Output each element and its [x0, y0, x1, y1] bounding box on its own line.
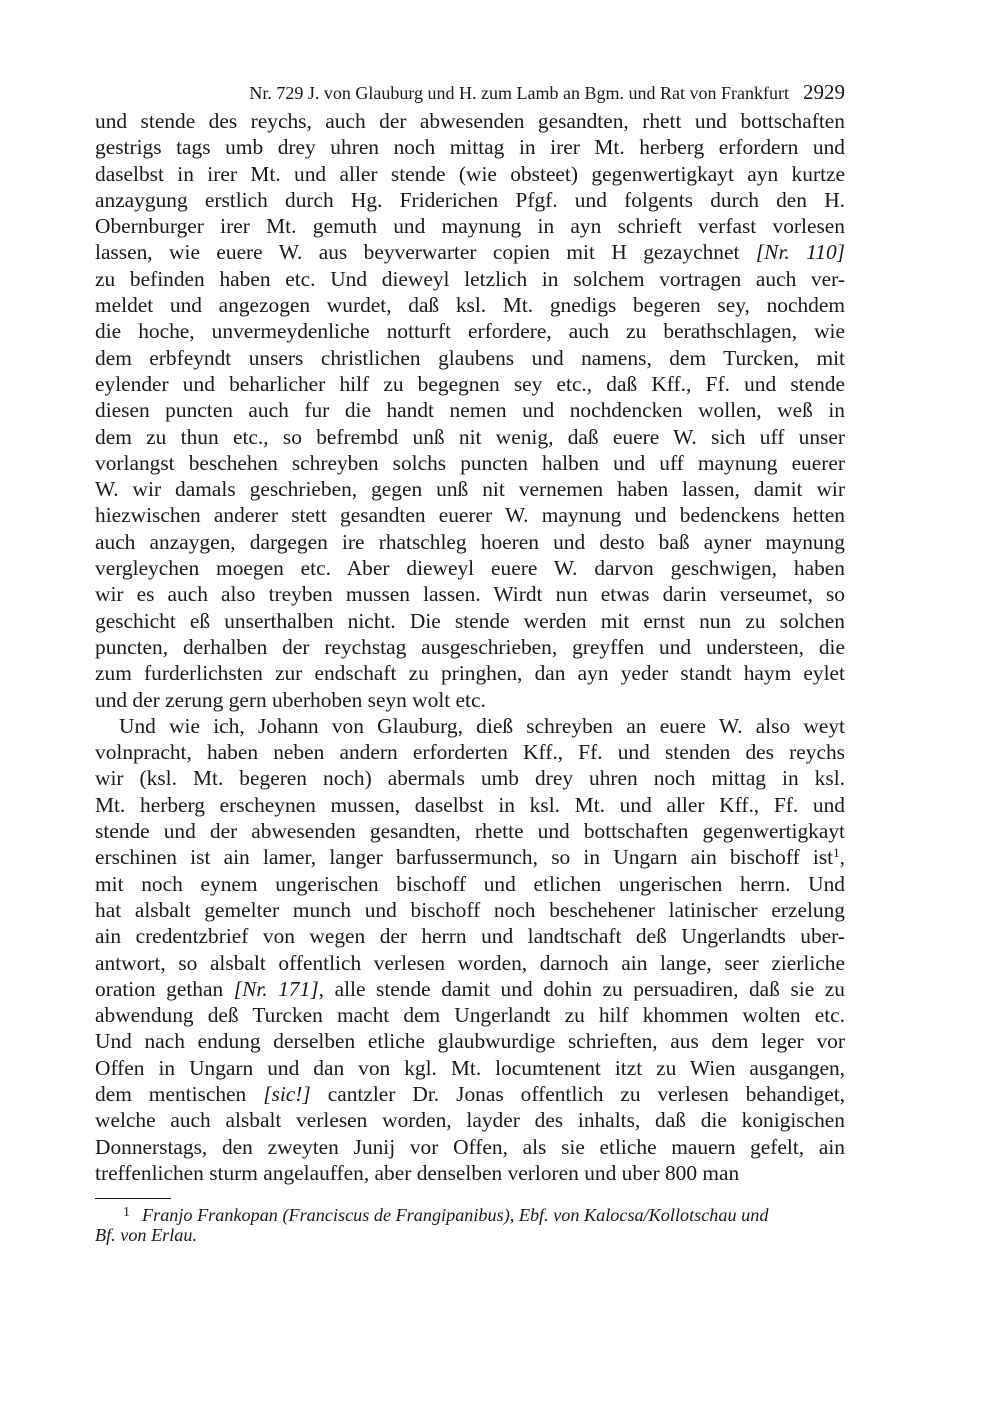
text-line: [95, 739, 845, 765]
text-run: antwort, so alsbalt offentlich verlesen worden, darnoch ain lange, seer zierliche: [95, 950, 845, 975]
footnote-divider: [95, 1198, 171, 1199]
text-run: dem erbfeyndt unsers christlichen glaubens und namens, dem Turcken, mit: [95, 345, 845, 370]
text-run: Obernburger irer Mt. gemuth und maynung in ayn schrieft verfast vorlesen: [95, 214, 845, 239]
text-run: hiezwischen anderer stett gesandten euerer W. maynung und bedenckens hetten: [95, 503, 845, 528]
text-line: [95, 660, 845, 686]
text-run: , alle stende damit und dohin zu persuadiren, daß sie zu: [318, 976, 845, 1001]
editorial-reference: [sic!]: [263, 1081, 311, 1106]
text-run: cantzler Dr. Jonas offentlich zu verlesen behandiget,: [310, 1081, 845, 1106]
text-run: meldet und angezogen wurdet, daß ksl. Mt. gnedigs begeren sey, nochdem: [95, 293, 845, 318]
text-run: stende und der abwesenden gesandten, rhette und bottschaften gegenwertigkayt: [95, 819, 845, 844]
text-line: [95, 687, 845, 713]
text-run: erschinen ist ain lamer, langer barfussermunch, so in Ungarn ain bischoff ist: [95, 845, 834, 870]
text-line: [95, 529, 845, 555]
text-line: [95, 213, 845, 239]
page-number: 2929: [803, 80, 845, 104]
text-line: [95, 1081, 845, 1107]
text-line: [95, 1055, 845, 1081]
text-run: dem mentischen: [95, 1081, 264, 1106]
text-line: [95, 345, 845, 371]
text-run: zu befinden haben etc. Und dieweyl letzlich in solchem vortragen auch ver-: [95, 266, 845, 291]
text-line: [95, 424, 845, 450]
text-line: [95, 108, 845, 134]
text-line: [95, 1160, 845, 1186]
text-run: mit noch eynem ungerischen bischoff und etlichen ungerischen herrn. Und: [95, 871, 845, 896]
text-run: und stende des reychs, auch der abwesenden gesandten, rhett und bottschaften: [95, 109, 845, 133]
text-line: [95, 634, 845, 660]
text-run: geschicht eß unserthalben nicht. Die stende werden mit ernst nun zu solchen: [95, 608, 845, 633]
running-title: Nr. 729 J. von Glauburg und H. zum Lamb an Bgm. und Rat von Frankfurt: [249, 83, 789, 103]
editorial-reference: [Nr. 110]: [755, 240, 845, 265]
text-line: [95, 239, 845, 265]
text-line: [95, 318, 845, 344]
text-run: diesen puncten auch fur die handt nemen und nochdencken wollen, weß in: [95, 398, 845, 423]
text-line: [95, 871, 845, 897]
text-line: [95, 1002, 845, 1028]
paragraph-1: [95, 108, 845, 713]
text-run: welche auch alsbalt verlesen worden, layder des inhalts, daß die konigischen: [95, 1108, 845, 1133]
text-line: [95, 266, 845, 292]
footnote-marker: 1: [833, 845, 840, 861]
text-run: puncten, derhalben der reychstag ausgeschrieben, greyffen und understeen, die: [95, 634, 845, 659]
text-run: Und wie ich, Johann von Glauburg, dieß schreyben an euere W. also weyt: [119, 713, 845, 738]
text-line: [95, 502, 845, 528]
document-page: [95, 78, 845, 1245]
paragraph-2: [95, 713, 845, 1186]
text-line: [95, 608, 845, 634]
text-line: [95, 976, 845, 1002]
text-run: abwendung deß Turcken macht dem Ungerlandt zu hilf khommen wolten etc.: [95, 1003, 845, 1028]
text-line: [95, 1028, 845, 1054]
text-line: [95, 134, 845, 160]
text-run: vorlangst beschehen schreyben solchs puncten halben und uff maynung euerer: [95, 450, 845, 475]
text-run: hat alsbalt gemelter munch und bischoff noch beschehener latinischer erzelung: [95, 897, 845, 922]
text-run: Und nach endung derselben etliche glaubwurdige schrieften, aus dem leger vor: [95, 1029, 845, 1054]
text-run: W. wir damals geschrieben, gegen unß nit vernemen haben lassen, damit wir: [95, 477, 845, 502]
text-line: [95, 844, 845, 870]
footnote-text-1: Franjo Frankopan (Franciscus de Frangipanibus), Ebf. von Kalocsa/Kollotschau und: [142, 1205, 769, 1226]
text-line: [95, 581, 845, 607]
text-line: [95, 765, 845, 791]
running-head: [95, 78, 845, 106]
text-line: [95, 476, 845, 502]
text-run: die hoche, unvermeydenliche notturft erfordere, auch zu berathschlagen, wie: [95, 319, 845, 344]
text-run: lassen, wie euere W. aus beyverwarter copien mit H gezaychnet: [95, 240, 756, 265]
footnote-number: 1: [123, 1205, 130, 1221]
footnote-text-2: Bf. von Erlau.: [95, 1225, 198, 1246]
text-run: ain credentzbrief von wegen der herrn und landtschaft deß Ungerlandts uber-: [95, 924, 845, 949]
text-line: [95, 713, 845, 739]
text-line: [95, 1134, 845, 1160]
text-run: wir (ksl. Mt. begeren noch) abermals umb drey uhren noch mittag in ksl.: [95, 766, 845, 791]
text-line: [95, 792, 845, 818]
text-line: [95, 950, 845, 976]
text-line: [95, 187, 845, 213]
text-line: [95, 161, 845, 187]
text-run: und der zerung gern uberhoben seyn wolt etc.: [95, 687, 486, 712]
text-line: [95, 397, 845, 423]
text-run: wir es auch also treyben mussen lassen. Wirdt nun etwas darin verseumet, so: [95, 582, 845, 607]
text-run: Donnerstags, den zweyten Junij vor Offen, als sie etliche mauern gefelt, ain: [95, 1134, 845, 1159]
text-run: zum furderlichsten zur endschaft zu pringhen, dan ayn yeder standt haym eylet: [95, 661, 845, 686]
text-line: [95, 1107, 845, 1133]
text-line: [95, 292, 845, 318]
text-run: anzaygung erstlich durch Hg. Friderichen Pfgf. und folgents durch den H.: [95, 187, 845, 212]
main-text: [95, 108, 845, 1186]
text-run: ,: [839, 845, 845, 870]
text-run: oration gethan: [95, 976, 234, 1001]
text-run: Mt. herberg erscheynen mussen, daselbst in ksl. Mt. und aller Kff., Ff. und: [95, 792, 845, 817]
text-run: auch anzaygen, dargegen ire rhatschleg hoeren und desto baß ayner maynung: [95, 529, 845, 554]
text-run: vergleychen moegen etc. Aber dieweyl euere W. darvon geschwigen, haben: [95, 556, 845, 581]
text-run: daselbst in irer Mt. und aller stende (wie obsteet) gegenwertigkayt ayn kurtze: [95, 161, 845, 186]
text-run: treffenlichen sturm angelauffen, aber denselben verloren und uber 800 man: [95, 1160, 740, 1185]
text-line: [95, 371, 845, 397]
text-line: [95, 555, 845, 581]
text-run: volnpracht, haben neben andern erforderten Kff., Ff. und stenden des reychs: [95, 740, 845, 765]
text-line: [95, 923, 845, 949]
footnote-line-1: [95, 1203, 845, 1225]
text-run: dem zu thun etc., so befrembd unß nit wenig, daß euere W. sich uff unser: [95, 424, 845, 449]
text-line: [95, 897, 845, 923]
text-run: gestrigs tags umb drey uhren noch mittag in irer Mt. herberg erfordern und: [95, 135, 845, 160]
footnote-line-2: [95, 1225, 845, 1245]
footnote-1: [95, 1203, 845, 1245]
editorial-reference: [Nr. 171]: [233, 976, 319, 1001]
text-run: eylender und beharlicher hilf zu begegnen sey etc., daß Kff., Ff. und stende: [95, 371, 845, 396]
text-line: [95, 818, 845, 844]
text-run: Offen in Ungarn und dan von kgl. Mt. locumtenent itzt zu Wien ausgangen,: [95, 1055, 845, 1080]
text-line: [95, 450, 845, 476]
